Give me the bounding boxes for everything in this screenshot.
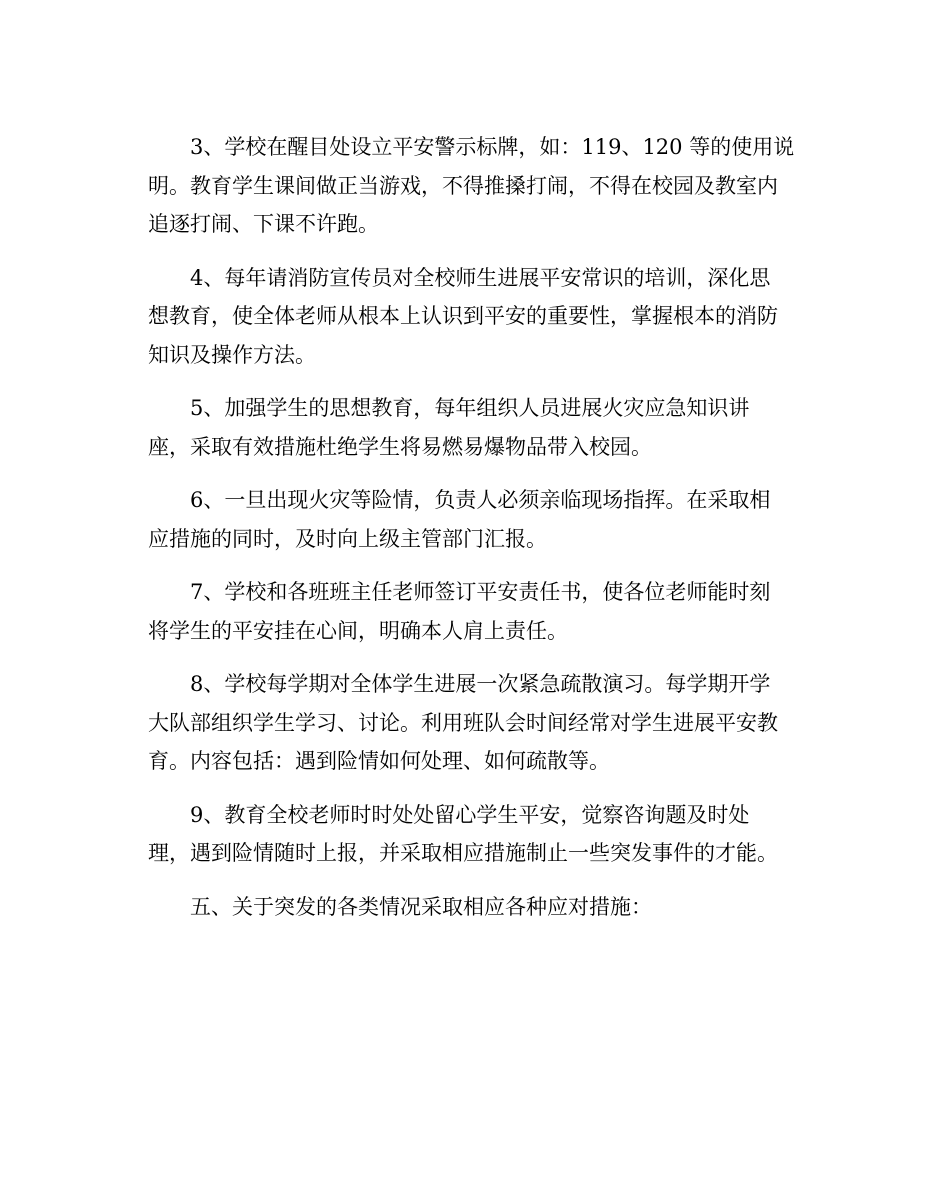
paragraph-line: 4、每年请消防宣传员对全校师生进展平安常识的培训，深化思	[190, 265, 771, 290]
paragraph-line: 育。内容包括：遇到险情如何处理、如何疏散等。	[148, 749, 610, 773]
paragraph-line: 大队部组织学生学习、讨论。利用班队会时间经常对学生进展平安教	[148, 710, 778, 735]
paragraph-item-8	[148, 665, 808, 781]
paragraph-line: 9、教育全校老师时时处处留心学生平安，觉察咨询题及时处	[190, 802, 750, 827]
paragraph-line: 明。教育学生课间做正当游戏，不得推搡打闹，不得在校园及教室内	[148, 173, 778, 198]
paragraph-item-3	[148, 128, 808, 244]
section-heading-5	[148, 888, 808, 927]
paragraph-line: 想教育，使全体老师从根本上认识到平安的重要性，掌握根本的消防	[148, 304, 778, 328]
paragraph-line: 座，采取有效措施杜绝学生将易燃易爆物品带入校园。	[148, 434, 652, 459]
paragraph-line: 知识及操作方法。	[148, 342, 316, 367]
paragraph-line: 追逐打闹、下课不许跑。	[148, 212, 379, 236]
paragraph-line: 6、一旦出现火灾等险情，负责人必须亲临现场指挥。在采取相	[190, 488, 771, 512]
paragraph-line: 8、学校每学期对全体学生进展一次紧急疏散演习。每学期开学	[190, 672, 771, 696]
paragraph-line: 7、学校和各班班主任老师签订平安责任书，使各位老师能时刻	[190, 580, 771, 604]
paragraph-item-6	[148, 481, 808, 558]
paragraph-item-4	[148, 259, 808, 375]
paragraph-item-9	[148, 796, 808, 873]
paragraph-line: 5、加强学生的思想教育，每年组织人员进展火灾应急知识讲	[190, 396, 750, 420]
paragraph-item-7	[148, 573, 808, 650]
paragraph-line: 应措施的同时，及时向上级主管部门汇报。	[148, 526, 547, 551]
paragraph-line: 理，遇到险情随时上报，并采取相应措施制止一些突发事件的才能。	[148, 841, 778, 865]
paragraph-line: 3、学校在醒目处设立平安警示标牌，如：119、120 等的使用说	[190, 135, 795, 159]
paragraph-line: 将学生的平安挂在心间，明确本人肩上责任。	[148, 618, 568, 643]
document-body	[148, 128, 808, 941]
section-heading-text: 五、关于突发的各类情况采取相应各种应对措施：	[190, 894, 652, 919]
paragraph-item-5	[148, 389, 808, 466]
